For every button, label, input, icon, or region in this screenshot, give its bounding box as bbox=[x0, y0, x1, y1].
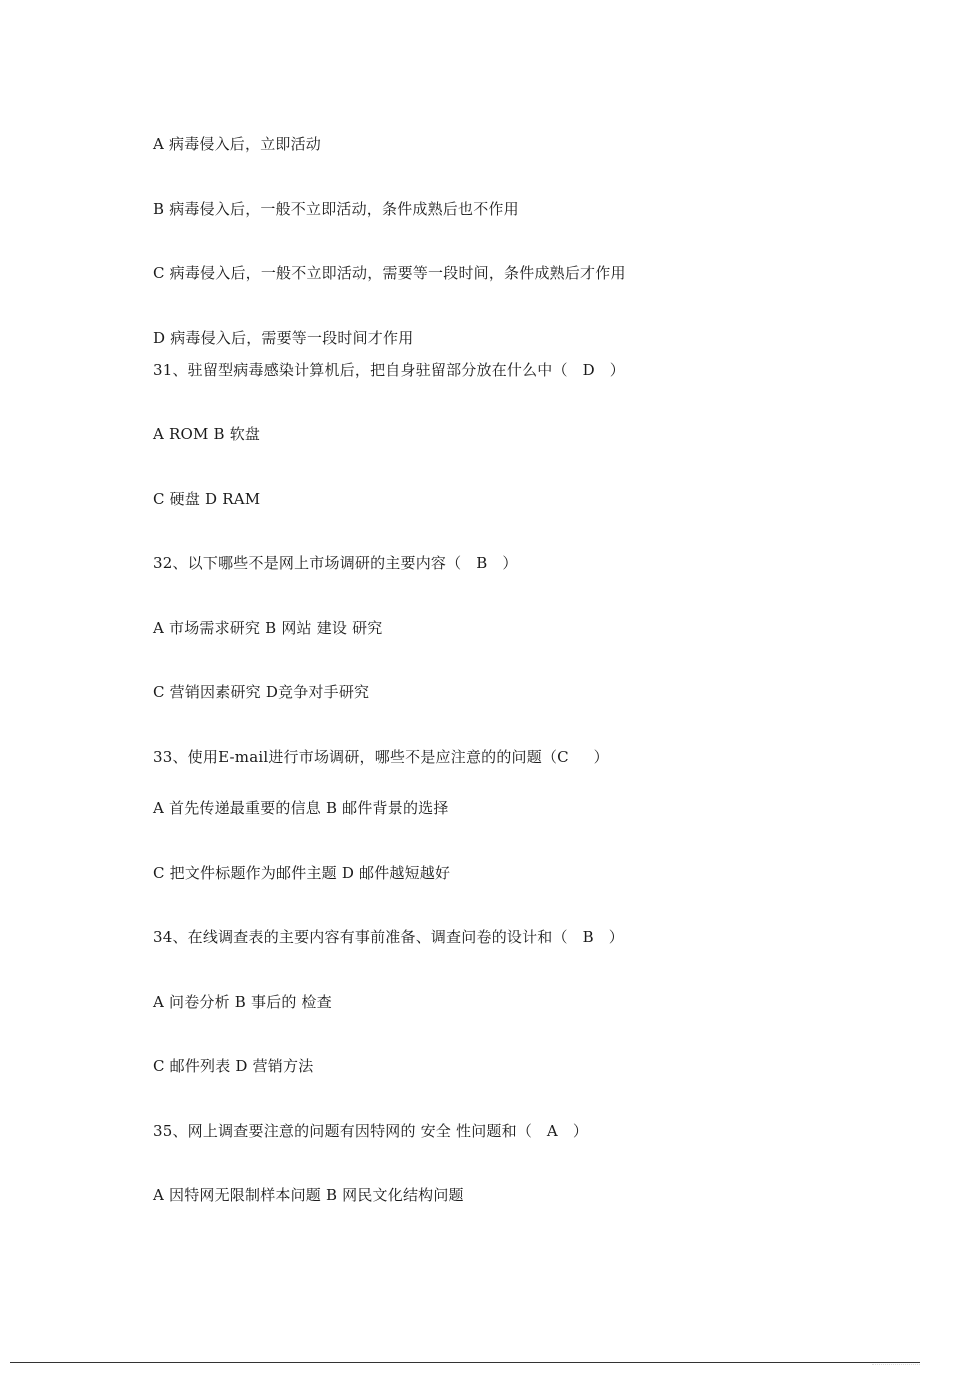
q33-options-cd: C 把文件标题作为邮件主题 D 邮件越短越好 bbox=[153, 864, 451, 882]
q34-options-cd: C 邮件列表 D 营销方法 bbox=[153, 1057, 314, 1075]
q34-options-ab: A 问卷分析 B 事后的 检查 bbox=[153, 993, 332, 1011]
question-33: 33、使用E-mail进行市场调研，哪些不是应注意的的问题（C ） bbox=[153, 748, 609, 766]
q31-options-ab: A ROM B 软盘 bbox=[153, 425, 261, 443]
question-35: 35、网上调查要注意的问题有因特网的 安全 性问题和（ A ） bbox=[153, 1122, 589, 1140]
q32-options-cd: C 营销因素研究 D竞争对手研究 bbox=[153, 683, 370, 701]
q30-option-c: C 病毒侵入后，一般不立即活动，需要等一段时间，条件成熟后才作用 bbox=[153, 264, 626, 282]
q35-options-ab: A 因特网无限制样本问题 B 网民文化结构问题 bbox=[153, 1186, 464, 1204]
footer-divider bbox=[10, 1362, 920, 1363]
q31-options-cd: C 硬盘 D RAM bbox=[153, 490, 261, 508]
question-34: 34、在线调查表的主要内容有事前准备、调查问卷的设计和（ B ） bbox=[153, 928, 624, 946]
q30-option-a: A 病毒侵入后，立即活动 bbox=[153, 135, 322, 153]
footer-watermark-mark bbox=[872, 1358, 920, 1365]
question-31: 31、驻留型病毒感染计算机后，把自身驻留部分放在什么中（ D ） bbox=[153, 361, 625, 379]
question-32: 32、以下哪些不是网上市场调研的主要内容（ B ） bbox=[153, 554, 518, 572]
q30-option-b: B 病毒侵入后，一般不立即活动，条件成熟后也不作用 bbox=[153, 200, 519, 218]
q30-option-d: D 病毒侵入后，需要等一段时间才作用 bbox=[153, 329, 414, 347]
q32-options-ab: A 市场需求研究 B 网站 建设 研究 bbox=[153, 619, 383, 637]
q33-options-ab: A 首先传递最重要的信息 B 邮件背景的选择 bbox=[153, 799, 449, 817]
